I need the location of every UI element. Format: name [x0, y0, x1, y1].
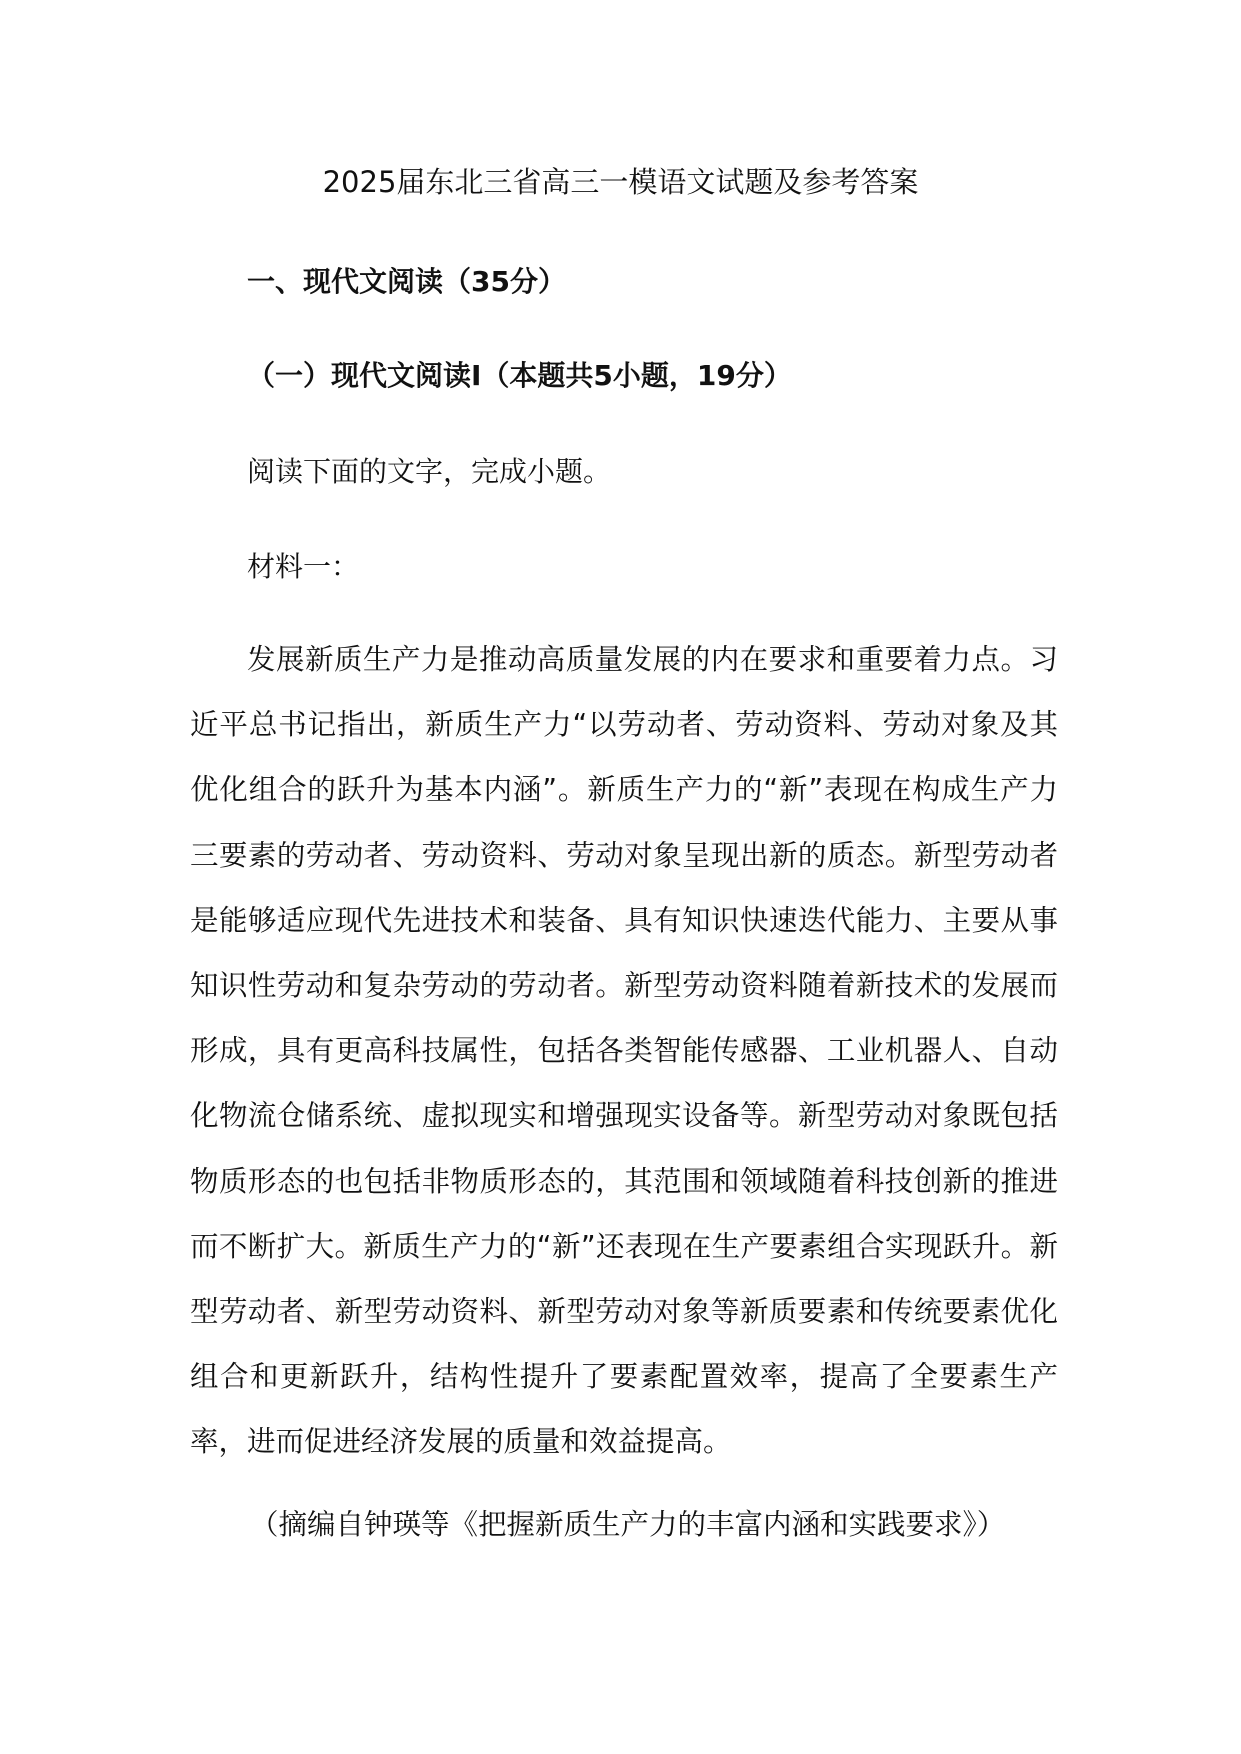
source-note: （摘编自钟瑛等《把握新质生产力的丰富内涵和实践要求》）: [250, 1508, 1006, 1541]
document-title: 2025届东北三省高三一模语文试题及参考答案: [322, 165, 919, 199]
reading-instruction: 阅读下面的文字，完成小题。: [247, 455, 612, 488]
section-heading: 一、现代文阅读（35分）: [247, 265, 566, 298]
material-label: 材料一：: [247, 550, 360, 583]
subsection-heading: （一）现代文阅读Ⅰ（本题共5小题，19分）: [247, 359, 792, 392]
material-paragraph: 发展新质生产力是推动高质量发展的内在要求和重要着力点。习近平总书记指出，新质生产力“以劳动者、劳动资料、劳动对象及其优化组合的跃升为基本内涵”。新质生产力的“新”表现在构成生产力三要素的劳动者、劳动资料、劳动对象呈现出新的质态。新型劳动者是能够适应现代先进技术和装备、具有知识快速迭代能力、主要从事知识性劳动和复杂劳动的劳动者。新型劳动资料随着新技术的发展而形成，具有更高科技属性，包括各类智能传感器、工业机器人、自动化物流仓储系统、虚拟现实和增强现实设备等。新型劳动对象既包括物质形态的也包括非物质形态的，其范围和领域随着科技创新的推进而不断扩大。新质生产力的“新”还表现在生产要素组合实现跃升。新型劳动者、新型劳动资料、新型劳动对象等新质要素和传统要素优化组合和更新跃升，结构性提升了要素配置效率，提高了全要素生产率，进而促进经济发展的质量和效益提高。: [190, 643, 1058, 1459]
